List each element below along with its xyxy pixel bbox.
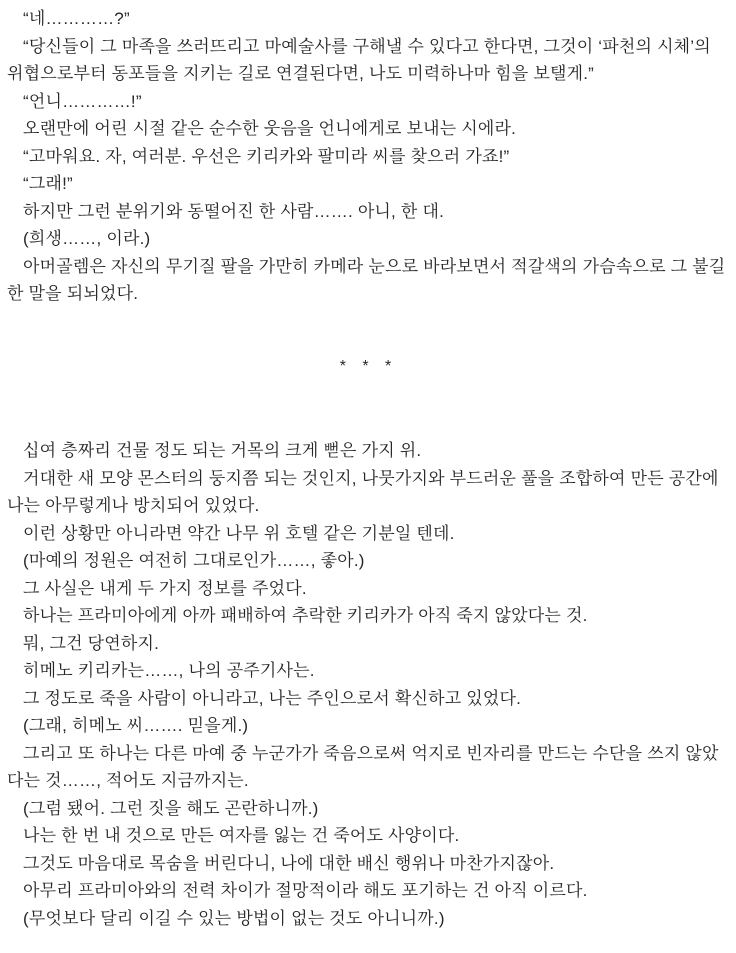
paragraph: (희생……, 이라.) <box>23 229 151 248</box>
paragraph: 그 정도로 죽을 사람이 아니라고, 나는 주인으로서 확신하고 있었다. <box>23 688 522 708</box>
paragraph: “고마워요. 자, 여러분. 우선은 키리카와 팔미라 씨를 찾으러 가죠!” <box>23 146 510 166</box>
paragraph: “언니…………!” <box>23 91 142 111</box>
paragraph: 아머골렘은 자신의 무기질 팔을 가만히 카메라 눈으로 바라보면서 적갈색의 가슴속으로 그 불길한 말을 되뇌었다. <box>7 256 726 303</box>
paragraph: 나는 한 번 내 것으로 만든 여자를 잃는 건 죽어도 사양이다. <box>23 826 460 845</box>
paragraph: 아무리 프라미아와의 전력 차이가 절망적이라 해도 포기하는 건 아직 이르다. <box>23 881 588 900</box>
paragraph: 십여 층짜리 건물 정도 되는 거목의 크게 뻗은 가지 위. <box>23 441 422 460</box>
text-section-1 <box>7 5 730 308</box>
paragraph: 그리고 또 하나는 다른 마예 중 누군가가 죽음으로써 억지로 빈자리를 만드는 수단을 쓰지 않았다는 것……, 적어도 지금까지는. <box>7 743 719 790</box>
paragraph: 뭐, 그건 당연하지. <box>23 633 160 653</box>
paragraph: 그 사실은 내게 두 가지 정보를 주었다. <box>23 578 307 598</box>
paragraph: 하지만 그런 분위기와 동떨어진 한 사람……. 아니, 한 대. <box>23 201 444 221</box>
paragraph: “네…………?” <box>23 9 130 28</box>
paragraph: (마예의 정원은 여전히 그대로인가……, 좋아.) <box>23 551 365 570</box>
text-section-2 <box>7 437 730 932</box>
paragraph: 그것도 마음대로 목숨을 버린다니, 나에 대한 배신 행위나 마찬가지잖아. <box>23 853 555 873</box>
paragraph: (무엇보다 달리 이길 수 있는 방법이 없는 것도 아니니까.) <box>23 908 445 928</box>
paragraph: “그래!” <box>23 174 73 193</box>
paragraph: 히메노 키리카는……, 나의 공주기사는. <box>23 661 315 680</box>
scene-divider: * * * <box>339 357 398 375</box>
paragraph: (그래, 히메노 씨……. 믿을게.) <box>23 716 249 735</box>
paragraph: 이런 상황만 아니라면 약간 나무 위 호텔 같은 기분일 텐데. <box>23 523 455 543</box>
paragraph: 오랜만에 어린 시절 같은 순수한 웃음을 언니에게로 보내는 시에라. <box>23 119 517 138</box>
paragraph: (그럼 됐어. 그런 짓을 해도 곤란하니까.) <box>23 798 319 818</box>
paragraph: “당신들이 그 마족을 쓰러뜨리고 마예술사를 구해낼 수 있다고 한다면, 그것이 ‘파천의 시체’의 위협으로부터 동포들을 지키는 길로 연결된다면, 나도 미력하나마 힘을 보탤게.” <box>7 36 711 83</box>
paragraph: 거대한 새 모양 몬스터의 둥지쯤 되는 것인지, 나뭇가지와 부드러운 풀을 조합하여 만든 공간에 나는 아무렇게나 방치되어 있었다. <box>7 468 719 515</box>
paragraph: 하나는 프라미아에게 아까 패배하여 추락한 키리카가 아직 죽지 않았다는 것. <box>23 606 588 625</box>
